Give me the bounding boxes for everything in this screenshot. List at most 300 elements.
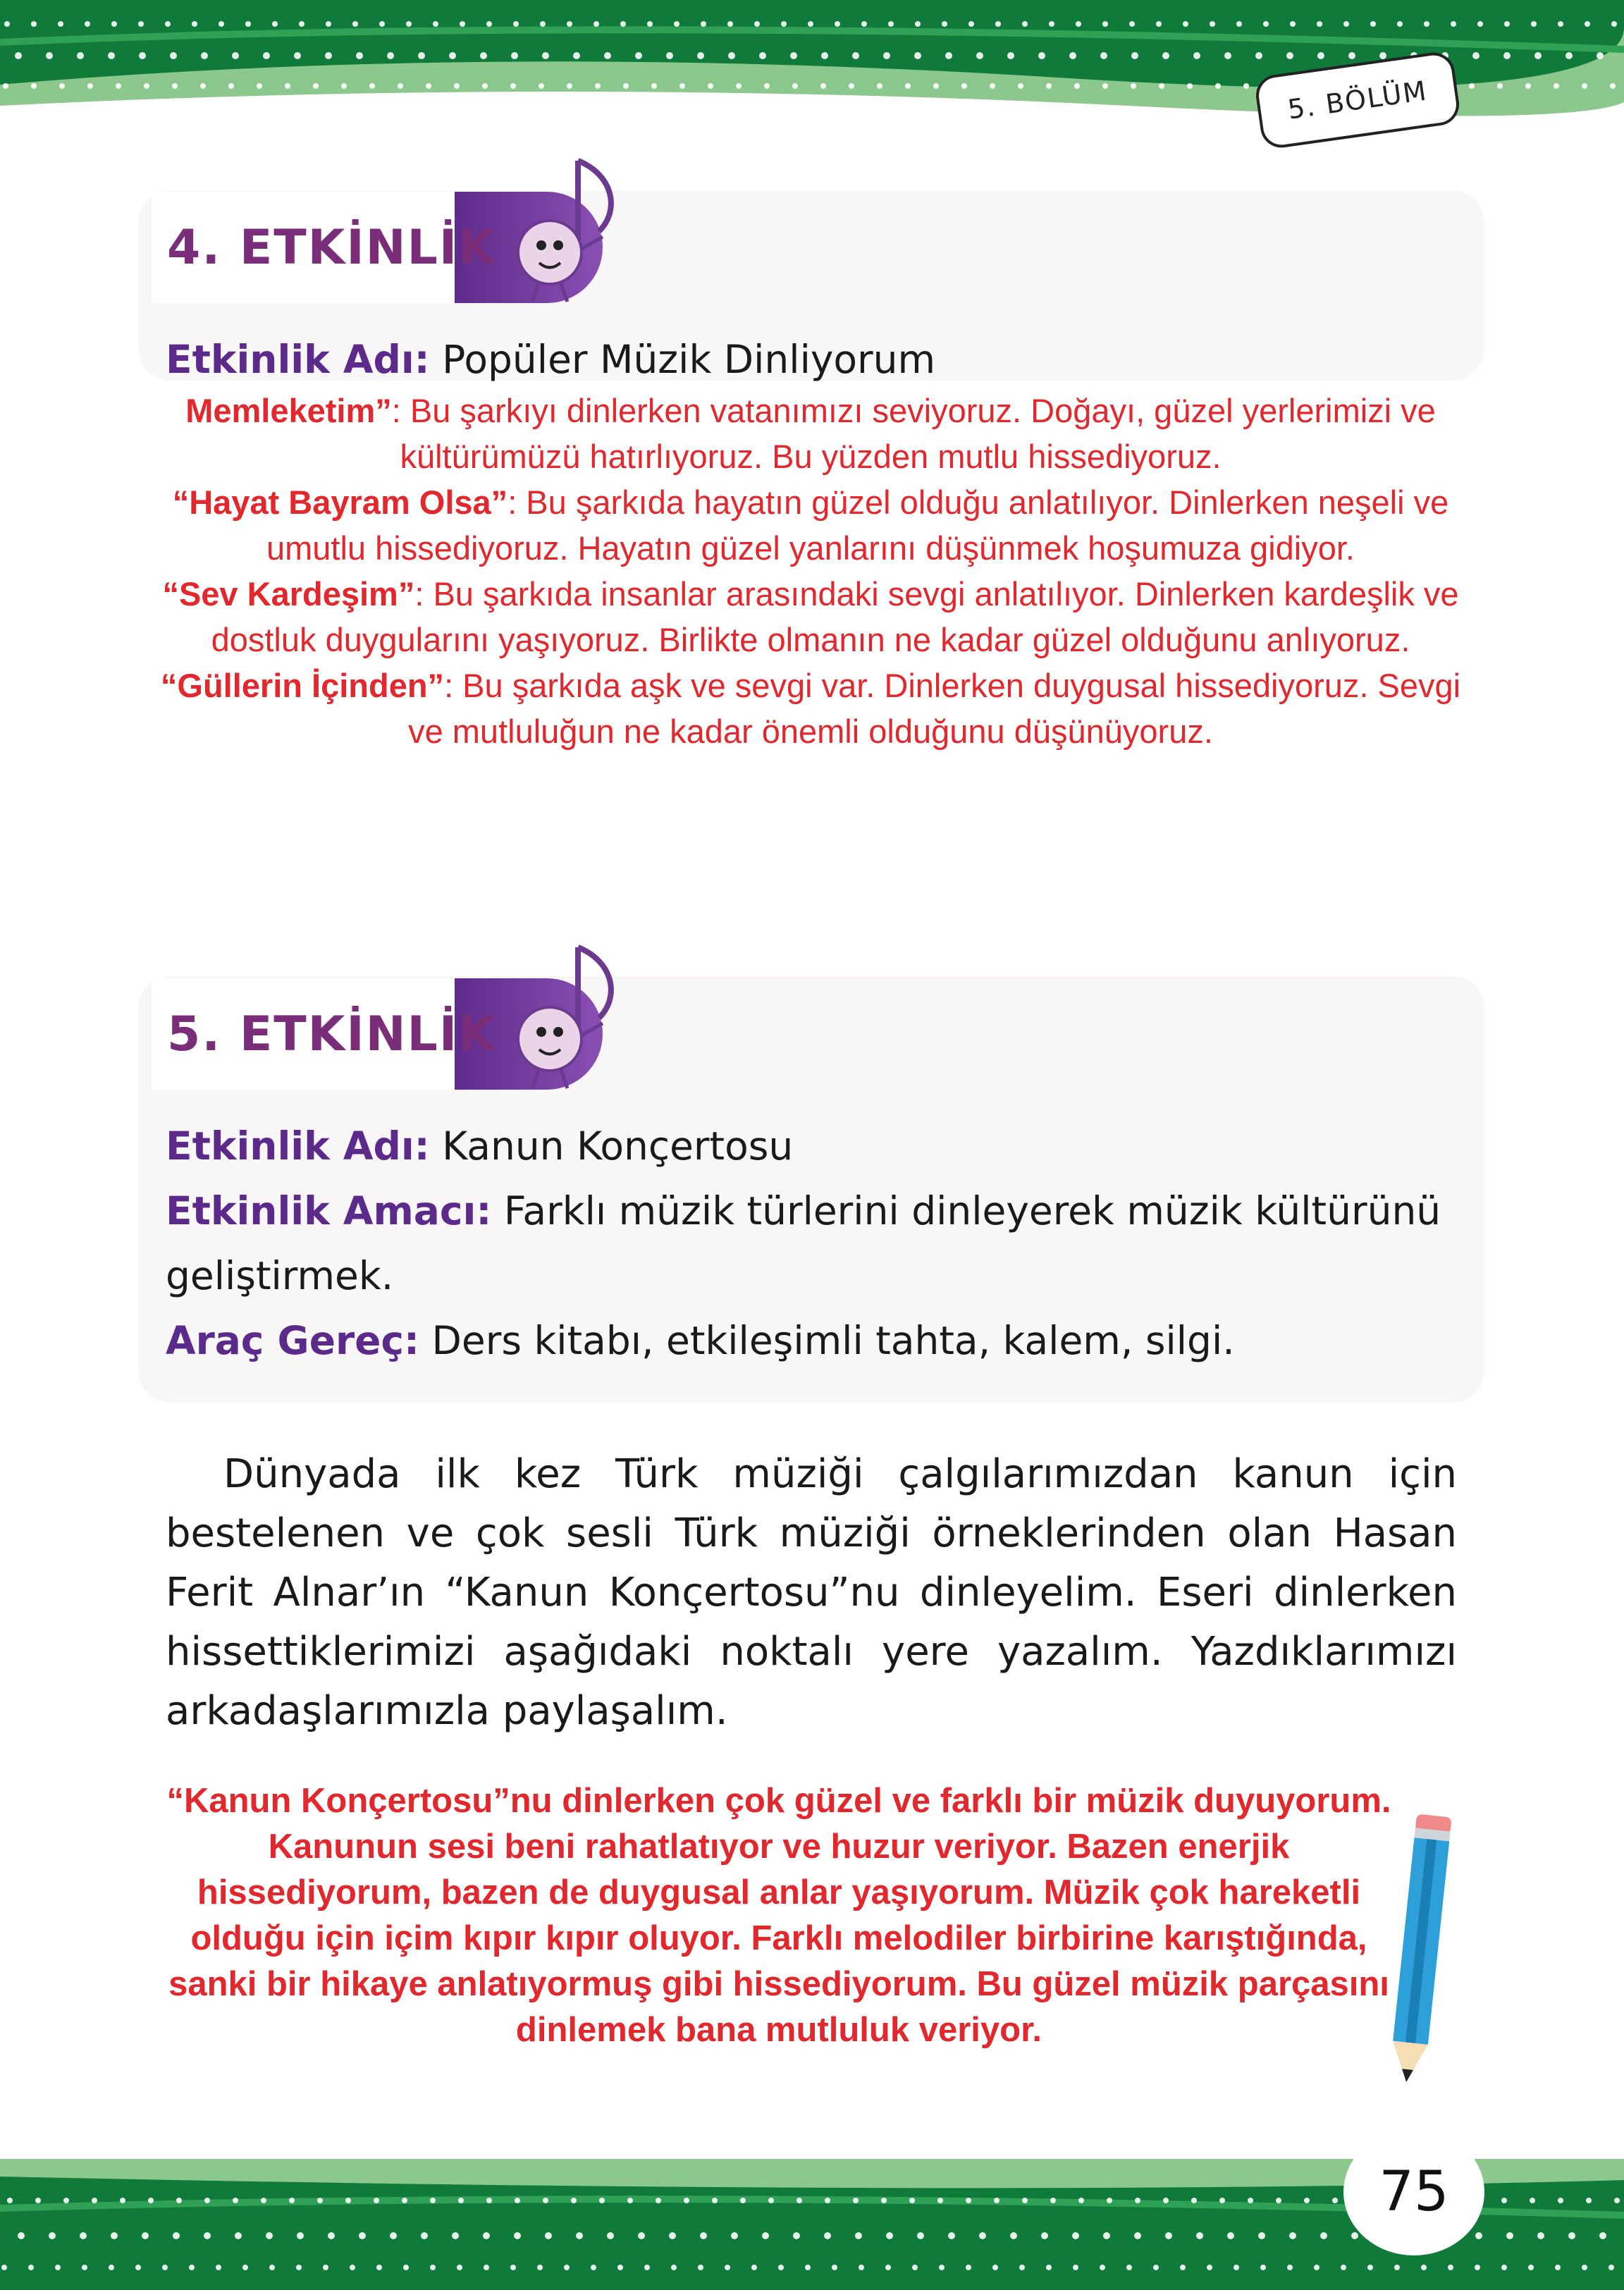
decor-dot bbox=[727, 21, 733, 27]
decor-dot bbox=[138, 21, 144, 27]
decor-dot bbox=[945, 52, 952, 59]
decor-dot bbox=[792, 83, 798, 89]
decor-dot bbox=[359, 2232, 366, 2239]
decor-dot bbox=[824, 2232, 831, 2239]
decor-dot bbox=[1475, 2265, 1480, 2270]
decor-dot bbox=[564, 2265, 570, 2270]
decor-dot bbox=[294, 52, 301, 59]
decor-dot bbox=[192, 21, 197, 27]
decor-dot bbox=[617, 2265, 623, 2270]
decor-dot bbox=[768, 2198, 774, 2203]
decor-dot bbox=[421, 2232, 428, 2239]
answer-item bbox=[141, 388, 1480, 479]
decor-dot bbox=[31, 83, 37, 89]
decor-dot bbox=[299, 21, 304, 27]
decor-dot bbox=[1100, 2265, 1105, 2270]
decor-dot bbox=[1317, 21, 1322, 27]
activity-5-purpose-field bbox=[166, 1188, 1441, 1233]
decor-dot bbox=[449, 52, 456, 59]
activity-5-title: 5. ETKİNLİK bbox=[167, 1006, 497, 1062]
decor-dot bbox=[269, 2265, 275, 2270]
activity-4-answers bbox=[141, 388, 1480, 754]
decor-dot bbox=[1287, 2265, 1293, 2270]
decor-dot bbox=[1126, 2265, 1132, 2270]
decor-dot bbox=[855, 2232, 862, 2239]
decor-dot bbox=[460, 21, 465, 27]
decor-dot bbox=[85, 21, 90, 27]
decor-dot bbox=[200, 83, 206, 89]
decor-dot bbox=[120, 2198, 125, 2203]
activity-5-name-field bbox=[166, 1124, 793, 1169]
decor-dot bbox=[356, 52, 363, 59]
decor-dot bbox=[1537, 2232, 1544, 2239]
decor-dot bbox=[914, 52, 921, 59]
decor-dot bbox=[457, 2265, 462, 2270]
decor-dot bbox=[201, 52, 208, 59]
decor-dot bbox=[567, 21, 572, 27]
decor-dot bbox=[1131, 83, 1136, 89]
decor-dot bbox=[1565, 52, 1573, 59]
decor-dot bbox=[1370, 21, 1376, 27]
decor-dot bbox=[285, 83, 290, 89]
decor-dot bbox=[144, 83, 149, 89]
activity-4-name-value: Popüler Müzik Dinliyorum bbox=[442, 337, 936, 382]
decor-dot bbox=[7, 2198, 13, 2203]
decor-dot bbox=[1255, 52, 1262, 59]
decor-dot bbox=[905, 83, 911, 89]
decor-dot bbox=[1451, 21, 1456, 27]
decor-dot bbox=[1102, 21, 1108, 27]
decor-dot bbox=[1046, 83, 1052, 89]
decor-dot bbox=[604, 52, 611, 59]
decor-dot bbox=[961, 83, 967, 89]
decor-dot bbox=[323, 2265, 328, 2270]
decor-dot bbox=[454, 83, 460, 89]
decor-dot bbox=[1289, 2232, 1296, 2239]
decor-dot bbox=[1, 2265, 7, 2270]
decor-dot bbox=[1165, 2232, 1172, 2239]
decor-dot bbox=[1236, 21, 1242, 27]
decor-dot bbox=[484, 2265, 489, 2270]
activity-5-purpose-value: Farklı müzik türlerini dinleyerek müzik kültürünü bbox=[503, 1188, 1441, 1233]
decor-dot bbox=[542, 52, 549, 59]
decor-dot bbox=[297, 2232, 304, 2239]
decor-dot bbox=[1102, 83, 1108, 89]
decor-dot bbox=[684, 2198, 689, 2203]
decor-dot bbox=[968, 21, 974, 27]
decor-dot bbox=[1073, 2265, 1078, 2270]
decor-dot bbox=[638, 2232, 645, 2239]
decor-dot bbox=[1046, 2265, 1052, 2270]
decor-dot bbox=[881, 2198, 887, 2203]
decor-dot bbox=[176, 2198, 182, 2203]
decor-dot bbox=[859, 2265, 864, 2270]
decor-dot bbox=[403, 2265, 409, 2270]
decor-dot bbox=[731, 2232, 738, 2239]
decor-dot bbox=[1227, 2232, 1234, 2239]
decor-dot bbox=[537, 2265, 543, 2270]
decor-dot bbox=[430, 2198, 436, 2203]
decor-dot bbox=[736, 83, 742, 89]
decor-dot bbox=[1038, 52, 1045, 59]
decor-dot bbox=[82, 2265, 87, 2270]
activity-4-title: 4. ETKİNLİK bbox=[167, 219, 497, 276]
decor-dot bbox=[1585, 21, 1590, 27]
decor-dot bbox=[1558, 2198, 1563, 2203]
decor-dot bbox=[261, 2198, 266, 2203]
decor-dot bbox=[1610, 83, 1616, 89]
decor-dot bbox=[513, 21, 519, 27]
decor-dot bbox=[4, 21, 10, 27]
decor-dot bbox=[1348, 52, 1355, 59]
decor-dot bbox=[1614, 2198, 1620, 2203]
decor-dot bbox=[235, 2232, 242, 2239]
decor-dot bbox=[406, 21, 412, 27]
decor-dot bbox=[325, 52, 332, 59]
decor-dot bbox=[216, 2265, 221, 2270]
decor-dot bbox=[458, 2198, 464, 2203]
decor-dot bbox=[1183, 21, 1188, 27]
decor-dot bbox=[540, 21, 546, 27]
decor-dot bbox=[59, 83, 65, 89]
decor-dot bbox=[232, 52, 239, 59]
decor-dot bbox=[272, 21, 278, 27]
decor-dot bbox=[623, 83, 629, 89]
decor-dot bbox=[1069, 52, 1076, 59]
decor-dot bbox=[426, 83, 431, 89]
decor-dot bbox=[942, 21, 947, 27]
decor-dot bbox=[1286, 52, 1293, 59]
decor-dot bbox=[1234, 2265, 1239, 2270]
decor-dot bbox=[109, 2265, 114, 2270]
decor-dot bbox=[698, 2265, 703, 2270]
decor-dot bbox=[1219, 2198, 1225, 2203]
decor-dot bbox=[948, 2232, 955, 2239]
decor-dot bbox=[576, 2232, 583, 2239]
decor-dot bbox=[80, 2232, 87, 2239]
activity-5-purpose-label: Etkinlik Amacı: bbox=[166, 1188, 492, 1233]
decor-dot bbox=[712, 2198, 718, 2203]
decor-dot bbox=[754, 21, 760, 27]
decor-dot bbox=[1424, 21, 1429, 27]
decor-dot bbox=[1290, 21, 1296, 27]
decor-dot bbox=[909, 2198, 915, 2203]
decor-dot bbox=[1135, 2198, 1140, 2203]
decor-dot bbox=[1397, 21, 1403, 27]
decor-dot bbox=[228, 83, 234, 89]
decor-dot bbox=[31, 21, 37, 27]
answer-item bbox=[141, 571, 1480, 663]
decor-dot bbox=[933, 83, 939, 89]
activity-5-tools-value: Ders kitabı, etkileşimli tahta, kalem, silgi. bbox=[431, 1318, 1235, 1363]
decor-dot bbox=[1243, 83, 1249, 89]
decor-dot bbox=[1343, 21, 1349, 27]
decor-dot bbox=[139, 52, 146, 59]
decor-dot bbox=[1448, 2265, 1453, 2270]
decor-dot bbox=[912, 2265, 918, 2270]
decor-dot bbox=[387, 52, 394, 59]
decor-dot bbox=[1187, 83, 1193, 89]
decor-dot bbox=[165, 21, 171, 27]
decor-dot bbox=[607, 2232, 614, 2239]
decor-dot bbox=[46, 52, 53, 59]
decor-dot bbox=[1599, 2232, 1606, 2239]
decor-dot bbox=[849, 83, 854, 89]
decor-dot bbox=[1207, 2265, 1212, 2270]
page-number-badge bbox=[1343, 2129, 1484, 2255]
decor-dot bbox=[402, 2198, 407, 2203]
decor-dot bbox=[939, 2265, 945, 2270]
answer-song-title: “Sev Kardeşim” bbox=[162, 575, 415, 612]
decor-dot bbox=[369, 83, 375, 89]
decor-dot bbox=[669, 2232, 676, 2239]
decor-dot bbox=[204, 2232, 211, 2239]
decor-dot bbox=[821, 52, 828, 59]
decor-dot bbox=[808, 21, 813, 27]
section-tag: 5. BÖLÜM bbox=[1253, 50, 1462, 151]
decor-dot bbox=[480, 52, 487, 59]
decor-dot bbox=[966, 2198, 971, 2203]
decor-dot bbox=[55, 2265, 61, 2270]
decor-dot bbox=[1193, 52, 1200, 59]
decor-dot bbox=[1503, 52, 1511, 59]
answer-text: : Bu şarkıyı dinlerken vatanımızı seviyoruz. Doğayı, güzel yerlerimizi ve kültürümüzü hatırlıyoruz. Bu yüzden mutlu hissediyoruz. bbox=[391, 392, 1436, 475]
decor-dot bbox=[877, 83, 882, 89]
decor-dot bbox=[1153, 2265, 1159, 2270]
answer-item bbox=[141, 663, 1480, 754]
decor-dot bbox=[328, 2232, 335, 2239]
decor-dot bbox=[1555, 2265, 1561, 2270]
decor-dot bbox=[1367, 2265, 1373, 2270]
decor-dot bbox=[162, 2265, 168, 2270]
decor-dot bbox=[398, 83, 403, 89]
decor-dot bbox=[994, 2198, 999, 2203]
decor-dot bbox=[49, 2232, 56, 2239]
decor-dot bbox=[1156, 21, 1162, 27]
decor-dot bbox=[1041, 2232, 1048, 2239]
decor-dot bbox=[510, 83, 516, 89]
decor-dot bbox=[317, 2198, 323, 2203]
activity-5-purpose-continued: geliştirmek. bbox=[166, 1253, 394, 1298]
music-note-mascot-icon bbox=[479, 154, 620, 309]
decor-dot bbox=[1129, 21, 1135, 27]
decor-dot bbox=[1582, 2265, 1587, 2270]
decor-dot bbox=[289, 2198, 295, 2203]
decor-dot bbox=[1379, 52, 1386, 59]
decor-dot bbox=[1501, 2265, 1507, 2270]
decor-dot bbox=[835, 21, 840, 27]
decor-dot bbox=[995, 21, 1001, 27]
decor-dot bbox=[374, 2198, 379, 2203]
decor-dot bbox=[1248, 2198, 1253, 2203]
decor-dot bbox=[825, 2198, 830, 2203]
decor-dot bbox=[1134, 2232, 1141, 2239]
decor-dot bbox=[430, 2265, 436, 2270]
decor-dot bbox=[671, 2265, 677, 2270]
decor-dot bbox=[1018, 83, 1023, 89]
decor-dot bbox=[263, 52, 270, 59]
decor-dot bbox=[1554, 83, 1559, 89]
decor-dot bbox=[861, 21, 867, 27]
decor-dot bbox=[793, 2232, 800, 2239]
decor-dot bbox=[599, 2198, 605, 2203]
decor-dot bbox=[1531, 21, 1537, 27]
decor-dot bbox=[805, 2265, 811, 2270]
decor-dot bbox=[1163, 2198, 1169, 2203]
decor-dot bbox=[1506, 2232, 1513, 2239]
decor-dot bbox=[1469, 83, 1475, 89]
decor-dot bbox=[1611, 21, 1617, 27]
music-note-mascot-icon bbox=[479, 940, 620, 1095]
decor-dot bbox=[1107, 2198, 1112, 2203]
page-number: 75 bbox=[1379, 2160, 1449, 2224]
decor-dot bbox=[1501, 2198, 1507, 2203]
decor-dot bbox=[483, 2232, 490, 2239]
decor-dot bbox=[790, 52, 797, 59]
decor-dot bbox=[219, 21, 224, 27]
decor-dot bbox=[376, 2265, 382, 2270]
decor-dot bbox=[1078, 2198, 1084, 2203]
decor-dot bbox=[885, 2265, 891, 2270]
decor-dot bbox=[63, 2198, 69, 2203]
decor-dot bbox=[708, 83, 713, 89]
decor-dot bbox=[1258, 2232, 1265, 2239]
decor-dot bbox=[92, 2198, 97, 2203]
decor-dot bbox=[1320, 2232, 1327, 2239]
decor-dot bbox=[976, 52, 983, 59]
decor-dot bbox=[990, 83, 995, 89]
decor-dot bbox=[1475, 2232, 1482, 2239]
decor-dot bbox=[1010, 2232, 1017, 2239]
decor-dot bbox=[543, 2198, 548, 2203]
decor-dot bbox=[1558, 21, 1563, 27]
pencil-icon bbox=[1374, 1801, 1466, 2097]
decor-dot bbox=[1215, 83, 1221, 89]
decor-dot bbox=[1497, 83, 1503, 89]
activity-5-name-value: Kanun Konçertosu bbox=[442, 1124, 794, 1169]
activity-5-answer: “Kanun Konçertosu”nu dinlerken çok güzel ve farklı bir müzik duyuyorum. Kanunun sesi beni rahatlatıyor ve huzur veriyor. Bazen enerjik hissediyorum, bazen de duygusal anlar yaşıyorum. Müzik çok hareketli olduğu için içim kıpır kıpır oluyor. Farklı melodiler birbirine karıştığında, sanki bir hikaye anlatıyormuş gibi hissediyorum. Bu güzel müzik parçasını dinlemek bana mutluluk veriyor. bbox=[166, 1782, 1391, 2049]
decor-dot bbox=[1304, 2198, 1310, 2203]
decor-dot bbox=[651, 83, 657, 89]
decor-dot bbox=[593, 21, 599, 27]
decor-dot bbox=[888, 21, 894, 27]
decor-dot bbox=[1341, 2265, 1346, 2270]
decor-dot bbox=[627, 2198, 633, 2203]
decor-dot bbox=[917, 2232, 924, 2239]
decor-dot bbox=[697, 52, 704, 59]
activity-5-name-label: Etkinlik Adı: bbox=[166, 1124, 430, 1169]
activity-5-instruction: Dünyada ilk kez Türk müziği çalgılarımızdan kanun için bestelenen ve çok sesli Türk müziği örneklerinden olan Hasan Ferit Alnar’ın “Kanun Konçertosu”nu dinleyelim. Eseri dinlerken hissettiklerimizi aşağıdaki noktalı yere yazalım. Yazdıklarımızı arkadaşlarımızla paylaşalım. bbox=[166, 1451, 1457, 1734]
decor-dot bbox=[511, 52, 518, 59]
decor-dot bbox=[883, 52, 890, 59]
decor-dot bbox=[296, 2265, 302, 2270]
decor-dot bbox=[1196, 2232, 1203, 2239]
decor-dot bbox=[1022, 2198, 1028, 2203]
answer-item bbox=[141, 479, 1480, 571]
decor-dot bbox=[514, 2232, 521, 2239]
decor-dot bbox=[778, 2265, 784, 2270]
decor-dot bbox=[1210, 21, 1215, 27]
decor-dot bbox=[111, 21, 117, 27]
decor-dot bbox=[762, 2232, 769, 2239]
decor-dot bbox=[15, 52, 22, 59]
decor-dot bbox=[345, 2198, 351, 2203]
decor-dot bbox=[571, 2198, 577, 2203]
decor-dot bbox=[135, 2265, 141, 2270]
decor-dot bbox=[979, 2232, 986, 2239]
decor-dot bbox=[1263, 21, 1269, 27]
decor-dot bbox=[189, 2265, 195, 2270]
decor-dot bbox=[390, 2232, 397, 2239]
decor-dot bbox=[1472, 52, 1480, 59]
answer-text: : Bu şarkıda hayatın güzel olduğu anlatılıyor. Dinlerken neşeli ve umutlu hissediyoruz. Hayatın güzel yanlarını düşünmek hoşumuza gidiyor. bbox=[266, 484, 1449, 567]
decor-dot bbox=[1162, 52, 1169, 59]
activity-5-tools-label: Araç Gereç: bbox=[166, 1318, 420, 1363]
decor-dot bbox=[647, 21, 653, 27]
answer-text: : Bu şarkıda aşk ve sevgi var. Dinlerken duygusal hissediyoruz. Sevgi ve mutluluğun ne kadar önemli olduğunu düşünüyoruz. bbox=[408, 667, 1461, 750]
decor-dot bbox=[170, 52, 177, 59]
decor-dot bbox=[1103, 2232, 1110, 2239]
decor-dot bbox=[1076, 21, 1081, 27]
decor-dot bbox=[1477, 21, 1483, 27]
decor-dot bbox=[1072, 2232, 1079, 2239]
decor-dot bbox=[1534, 52, 1542, 59]
decor-dot bbox=[796, 2198, 802, 2203]
decor-dot bbox=[966, 2265, 971, 2270]
decor-dot bbox=[751, 2265, 757, 2270]
decor-dot bbox=[142, 2232, 149, 2239]
decor-dot bbox=[656, 2198, 661, 2203]
decor-dot bbox=[1351, 2232, 1358, 2239]
decor-dot bbox=[266, 2232, 273, 2239]
decor-dot bbox=[1586, 2198, 1592, 2203]
answer-song-title: “Güllerin İçinden” bbox=[160, 667, 445, 704]
decor-dot bbox=[1159, 83, 1164, 89]
decor-dot bbox=[1525, 83, 1531, 89]
decor-dot bbox=[725, 2265, 730, 2270]
answer-text: : Bu şarkıda insanlar arasındaki sevgi anlatılıyor. Dinlerken kardeşlik ve dostluk duygularını yaşıyoruz. Birlikte olmanın ne kadar güzel olduğunu anlıyoruz. bbox=[211, 575, 1459, 658]
decor-dot bbox=[666, 52, 673, 59]
decor-dot bbox=[148, 2198, 154, 2203]
decor-dot bbox=[1394, 2265, 1400, 2270]
decor-dot bbox=[1260, 2265, 1266, 2270]
decor-dot bbox=[87, 83, 93, 89]
answer-song-title: Memleketim” bbox=[185, 392, 392, 429]
decor-dot bbox=[700, 2232, 707, 2239]
decor-dot bbox=[482, 83, 488, 89]
decor-dot bbox=[172, 83, 178, 89]
decor-dot bbox=[257, 83, 262, 89]
decor-dot bbox=[679, 83, 685, 89]
decor-dot bbox=[1608, 2265, 1614, 2270]
decor-dot bbox=[1050, 2198, 1056, 2203]
answer-song-title: “Hayat Bayram Olsa” bbox=[172, 484, 508, 521]
decor-dot bbox=[620, 21, 626, 27]
decor-dot bbox=[992, 2265, 998, 2270]
decor-dot bbox=[1597, 52, 1604, 59]
decor-dot bbox=[204, 2198, 210, 2203]
decor-dot bbox=[18, 2232, 25, 2239]
activity-4-name-field bbox=[166, 337, 935, 382]
decor-dot bbox=[326, 21, 331, 27]
decor-dot bbox=[1528, 2265, 1534, 2270]
decor-dot bbox=[1421, 2265, 1427, 2270]
decor-dot bbox=[591, 2265, 596, 2270]
decor-dot bbox=[108, 52, 115, 59]
decor-dot bbox=[1332, 2198, 1338, 2203]
decor-dot bbox=[486, 21, 492, 27]
decor-dot bbox=[1007, 52, 1014, 59]
